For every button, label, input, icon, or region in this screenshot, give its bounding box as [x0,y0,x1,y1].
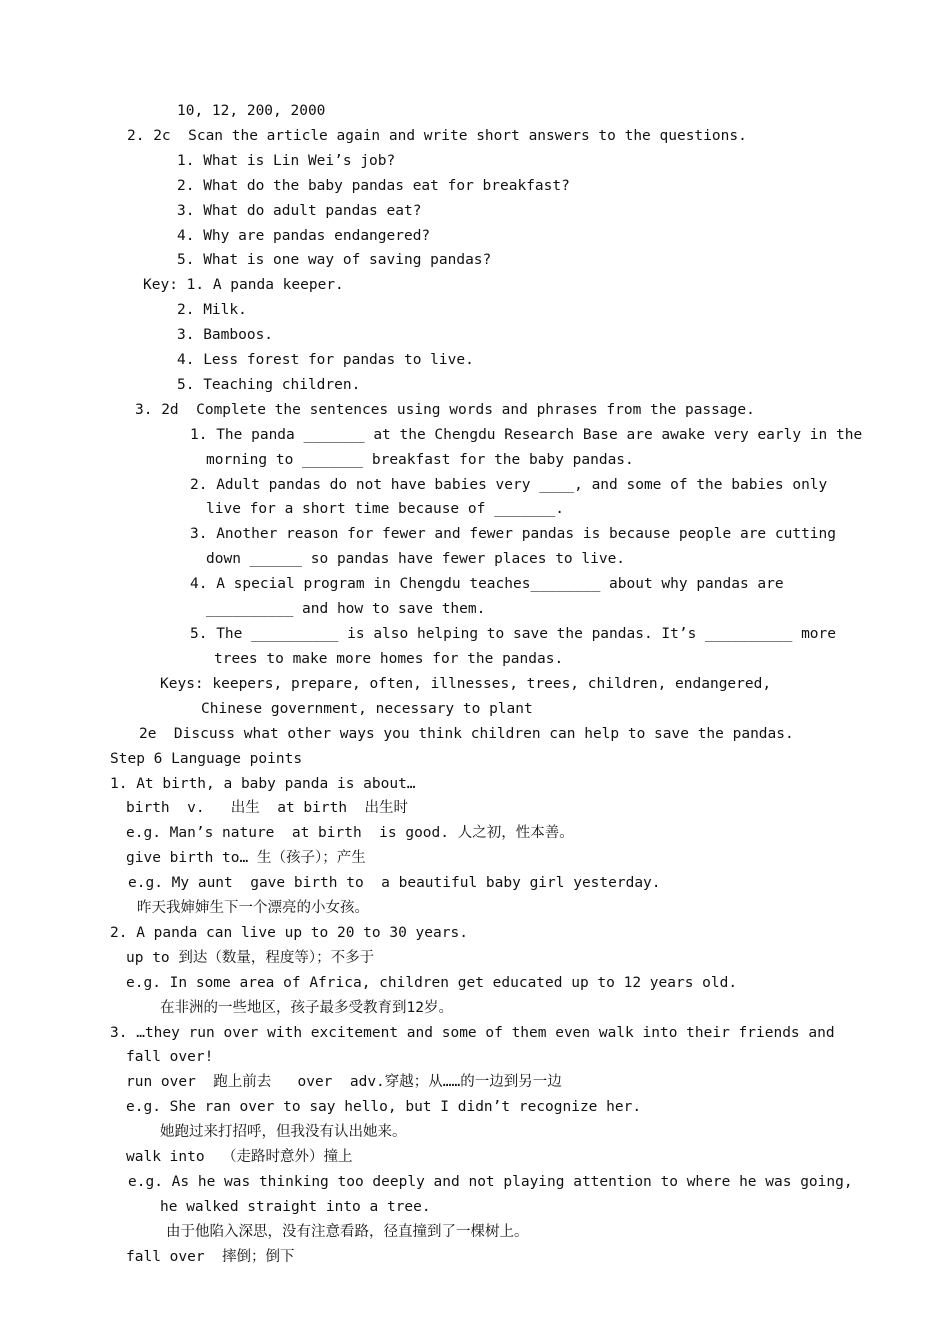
text-line: 由于他陷入深思，没有注意看路，径直撞到了一棵树上。 [166,1224,529,1240]
text-line: 2. What do the baby pandas eat for breakfast? [177,178,570,194]
text-line: up to 到达（数量，程度等）；不多于 [126,950,375,966]
text-line: he walked straight into a tree. [160,1199,431,1215]
text-line: 在非洲的一些地区，孩子最多受教育到12岁。 [160,1000,453,1016]
text-line: 她跑过来打招呼，但我没有认出她来。 [160,1124,407,1140]
text-line: 2. Adult pandas do not have babies very ____, and some of the babies only [190,477,828,493]
text-line: run over 跑上前去 over adv.穿越；从……的一边到另一边 [126,1074,562,1090]
text-line: 1. At birth, a baby panda is about… [110,776,416,792]
text-line: 4. Less forest for pandas to live. [177,352,474,368]
text-line: 2. Milk. [177,302,247,318]
text-line: trees to make more homes for the pandas. [214,651,564,667]
text-line: Chinese government, necessary to plant [201,701,533,717]
text-line: 5. The __________ is also helping to save the pandas. It’s __________ more [190,626,837,642]
text-line: 3. 2d Complete the sentences using words and phrases from the passage. [135,402,755,418]
text-line: 1. The panda _______ at the Chengdu Research Base are awake very early in the [190,427,863,443]
text-line: 5. Teaching children. [177,377,361,393]
text-line: e.g. Man’s nature at birth is good. 人之初，性本善。 [126,825,574,841]
text-line: 3. …they run over with excitement and some of them even walk into their friends and [110,1025,835,1041]
text-line: morning to _______ breakfast for the baby pandas. [206,452,634,468]
section-heading: Step 6 Language points [110,751,303,767]
text-line: Keys: keepers, prepare, often, illnesses, trees, children, endangered, [160,676,772,692]
text-line: e.g. In some area of Africa, children get educated up to 12 years old. [126,975,738,991]
text-line: 5. What is one way of saving pandas? [177,252,492,268]
text-line: live for a short time because of _______. [206,501,564,517]
text-line: 昨天我婶婶生下一个漂亮的小女孩。 [137,900,369,916]
text-line: 10, 12, 200, 2000 [177,103,326,119]
text-line: 4. A special program in Chengdu teaches________ about why pandas are [190,576,784,592]
text-line: 4. Why are pandas endangered? [177,228,431,244]
text-line: 2. 2c Scan the article again and write short answers to the questions. [127,128,747,144]
text-line: Key: 1. A panda keeper. [143,277,344,293]
text-line: down ______ so pandas have fewer places to live. [206,551,626,567]
text-line: 3. Another reason for fewer and fewer pandas is because people are cutting [190,526,837,542]
text-line: 2e Discuss what other ways you think children can help to save the pandas. [139,726,794,742]
text-line: e.g. My aunt gave birth to a beautiful baby girl yesterday. [128,875,661,891]
text-line: give birth to… 生（孩子）；产生 [126,850,366,866]
text-line: 1. What is Lin Wei’s job? [177,153,396,169]
text-line: 3. Bamboos. [177,327,274,343]
text-line: walk into （走路时意外）撞上 [126,1149,353,1165]
text-line: fall over! [126,1049,214,1065]
text-line: 2. A panda can live up to 20 to 30 years. [110,925,468,941]
text-line: e.g. She ran over to say hello, but I didn’t recognize her. [126,1099,642,1115]
text-line: e.g. As he was thinking too deeply and not playing attention to where he was going, [128,1174,853,1190]
text-line: 3. What do adult pandas eat? [177,203,422,219]
text-line: fall over 摔倒；倒下 [126,1249,295,1265]
text-line: __________ and how to save them. [206,601,486,617]
text-line: birth v. 出生 at birth 出生时 [126,800,409,816]
